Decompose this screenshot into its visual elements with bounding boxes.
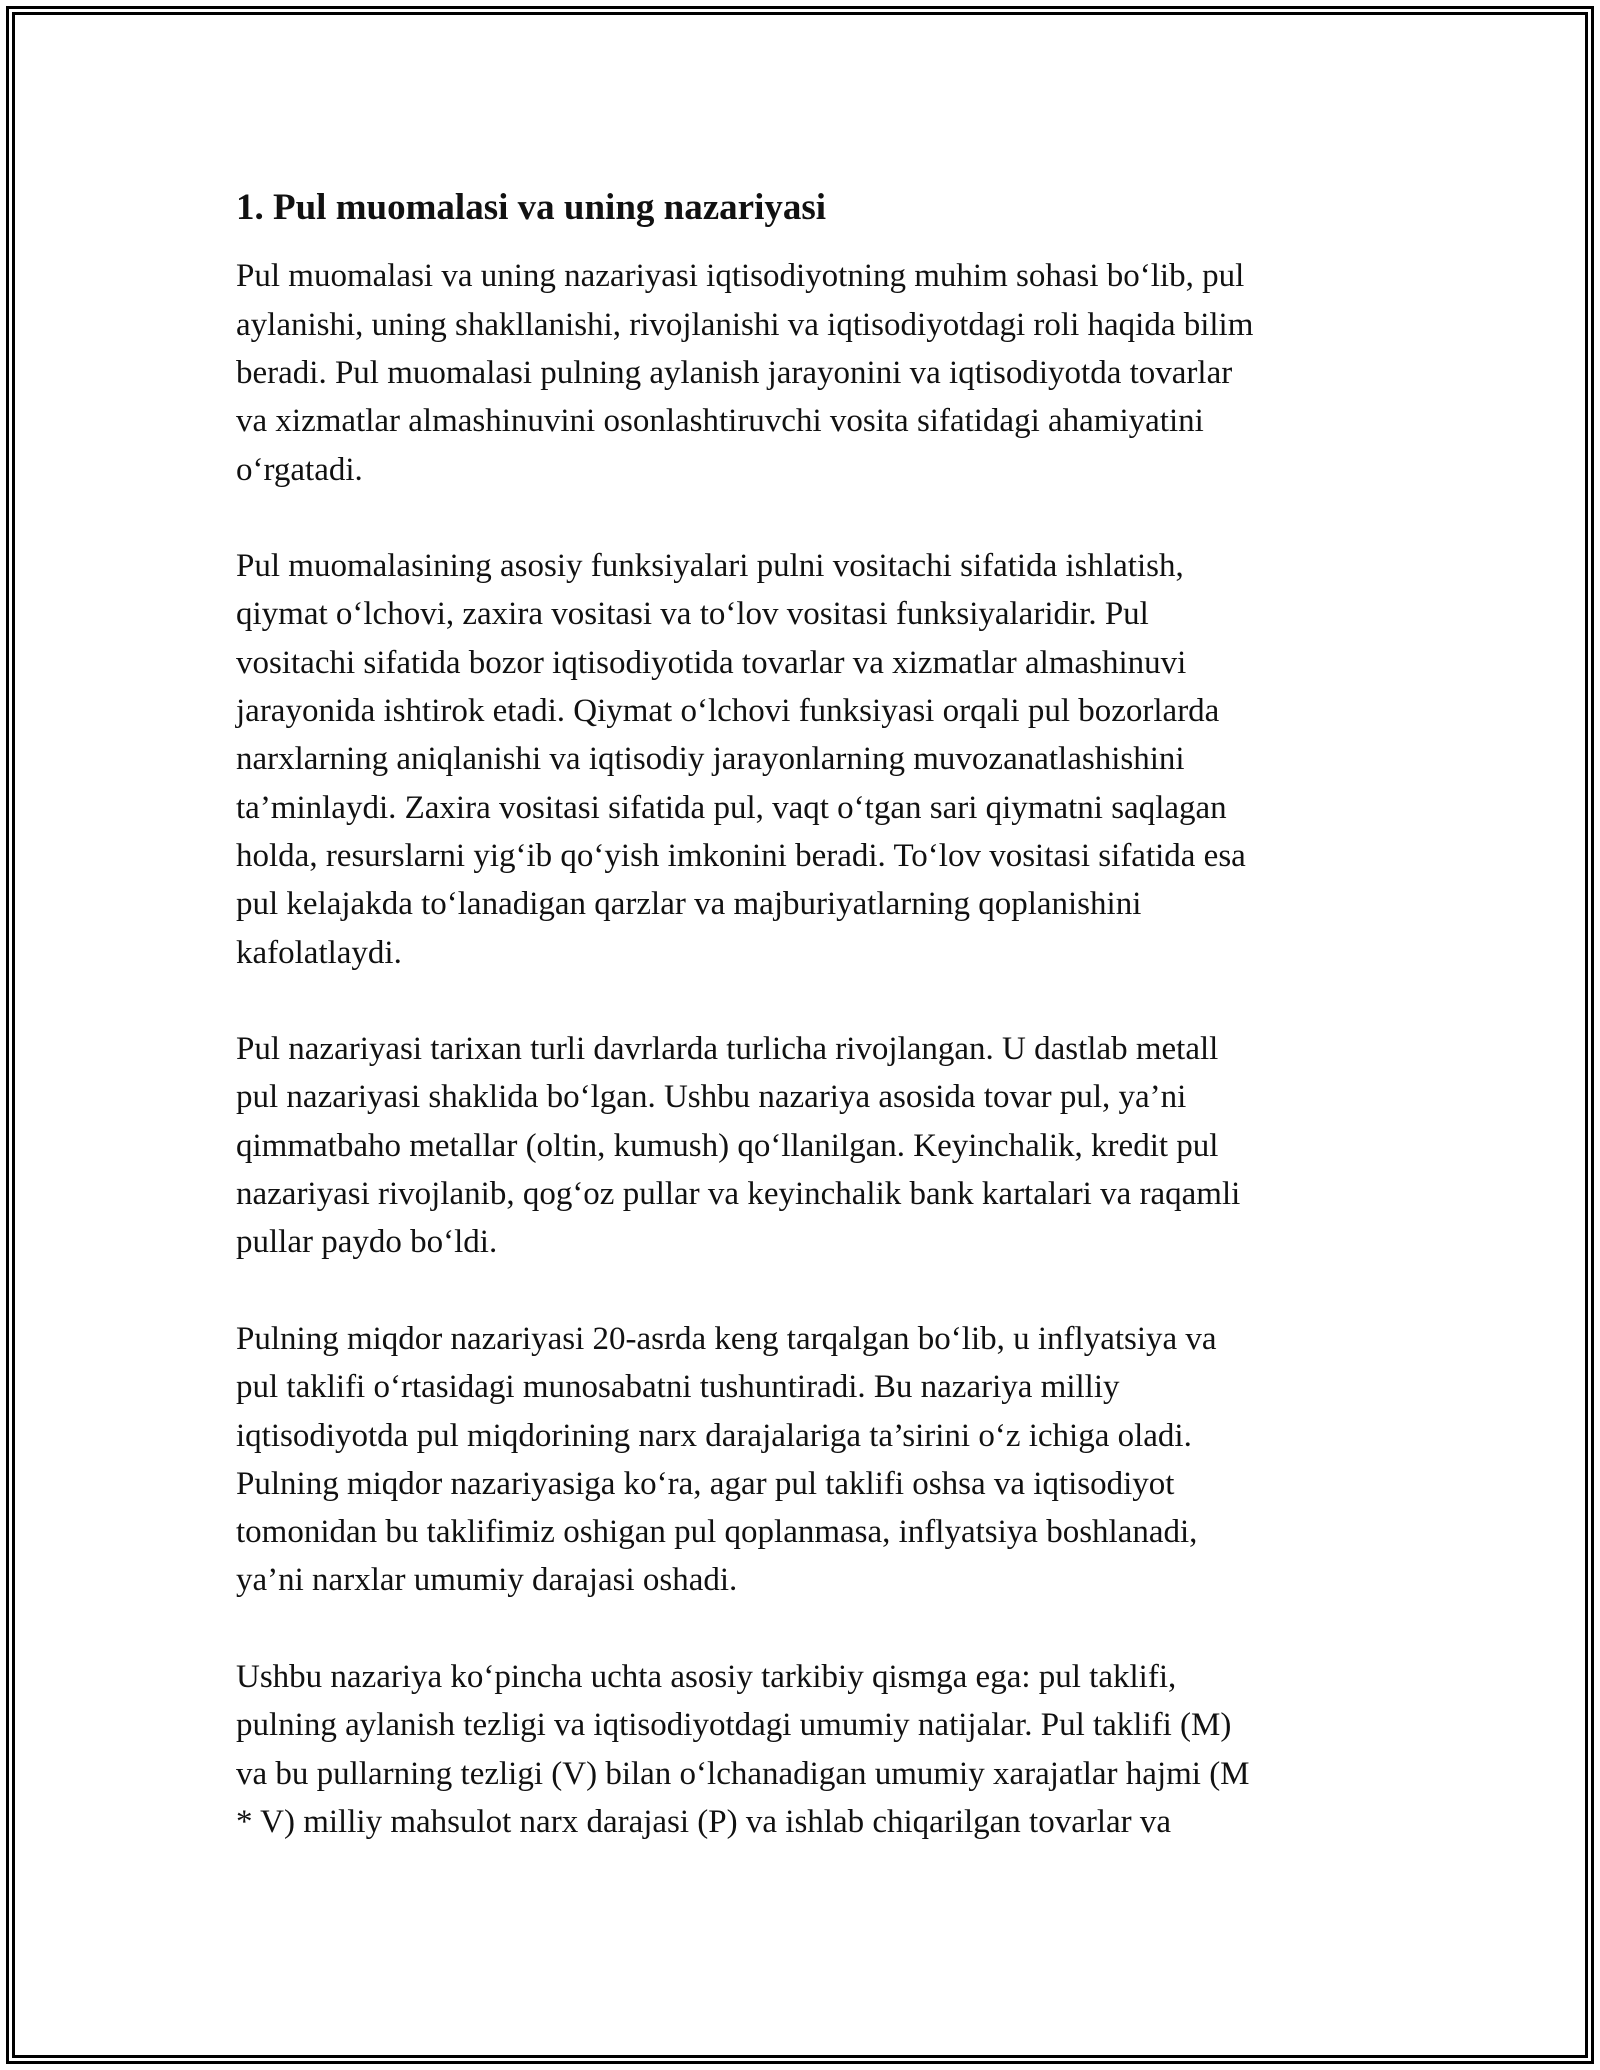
text-line: pul nazariyasi shaklida bo‘lgan. Ushbu nazariya asosida tovar pul, ya’ni	[236, 1079, 1187, 1116]
section-heading: 1. Pul muomalasi va uning nazariyasi	[236, 187, 827, 228]
text-line: Pul nazariyasi tarixan turli davrlarda turlicha rivojlangan. U dastlab metall	[236, 1031, 1219, 1068]
paragraph	[236, 1025, 1366, 1266]
text-line: jarayonida ishtirok etadi. Qiymat o‘lchovi funksiyasi orqali pul bozorlarda	[236, 693, 1220, 730]
text-line: o‘rgatadi.	[236, 451, 363, 488]
text-line: beradi. Pul muomalasi pulning aylanish jarayonini va iqtisodiyotda tovarlar	[236, 354, 1233, 391]
paragraph	[236, 1653, 1366, 1846]
text-line: iqtisodiyotda pul miqdorining narx darajalariga ta’sirini o‘z ichiga oladi.	[236, 1417, 1192, 1454]
text-line: aylanishi, uning shakllanishi, rivojlanishi va iqtisodiyotdagi roli haqida bilim	[236, 306, 1254, 343]
text-line: pullar paydo bo‘ldi.	[236, 1224, 498, 1261]
text-line: pul kelajakda to‘lanadigan qarzlar va majburiyatlarning qoplanishini	[236, 886, 1142, 923]
text-line: pul taklifi o‘rtasidagi munosabatni tushuntiradi. Bu nazariya milliy	[236, 1369, 1120, 1406]
text-line: vositachi sifatida bozor iqtisodiyotida tovarlar va xizmatlar almashinuvi	[236, 644, 1187, 681]
text-line: va bu pullarning tezligi (V) bilan o‘lchanadigan umumiy xarajatlar hajmi (M	[236, 1755, 1250, 1792]
text-line: va xizmatlar almashinuvini osonlashtiruvchi vosita sifatidagi ahamiyatini	[236, 403, 1204, 440]
text-line: pulning aylanish tezligi va iqtisodiyotdagi umumiy natijalar. Pul taklifi (M)	[236, 1707, 1232, 1744]
text-line: ya’ni narxlar umumiy darajasi oshadi.	[236, 1562, 738, 1599]
text-line: Pul muomalasining asosiy funksiyalari pulni vositachi sifatida ishlatish,	[236, 548, 1184, 585]
text-line: kafolatlaydi.	[236, 934, 402, 971]
text-line: narxlarning aniqlanishi va iqtisodiy jarayonlarning muvozanatlashishini	[236, 741, 1185, 778]
text-line: holda, resurslarni yig‘ib qo‘yish imkonini beradi. To‘lov vositasi sifatida esa	[236, 837, 1246, 874]
text-line: qiymat o‘lchovi, zaxira vositasi va to‘lov vositasi funksiyalaridir. Pul	[236, 596, 1149, 633]
text-line: nazariyasi rivojlanib, qog‘oz pullar va keyinchalik bank kartalari va raqamli	[236, 1176, 1241, 1213]
text-line: qimmatbaho metallar (oltin, kumush) qo‘llanilgan. Keyinchalik, kredit pul	[236, 1127, 1219, 1164]
text-line: * V) milliy mahsulot narx darajasi (P) va ishlab chiqarilgan tovarlar va	[236, 1803, 1172, 1840]
text-line: Ushbu nazariya ko‘pincha uchta asosiy tarkibiy qismga ega: pul taklifi,	[236, 1659, 1177, 1695]
document-body	[236, 186, 1366, 1894]
paragraph	[236, 542, 1366, 977]
text-line: tomonidan bu taklifimiz oshigan pul qoplanmasa, inflyatsiya boshlanadi,	[236, 1514, 1198, 1551]
paragraph-list	[236, 252, 1366, 1846]
paragraph	[236, 252, 1366, 493]
text-line: Pul muomalasi va uning nazariyasi iqtisodiyotning muhim sohasi bo‘lib, pul	[236, 258, 1245, 295]
paragraph	[236, 1315, 1366, 1605]
text-line: Pulning miqdor nazariyasi 20-asrda keng tarqalgan bo‘lib, u inflyatsiya va	[236, 1320, 1217, 1357]
text-line: Pulning miqdor nazariyasiga ko‘ra, agar pul taklifi oshsa va iqtisodiyot	[236, 1465, 1175, 1502]
text-line: ta’minlaydi. Zaxira vositasi sifatida pul, vaqt o‘tgan sari qiymatni saqlagan	[236, 789, 1227, 826]
